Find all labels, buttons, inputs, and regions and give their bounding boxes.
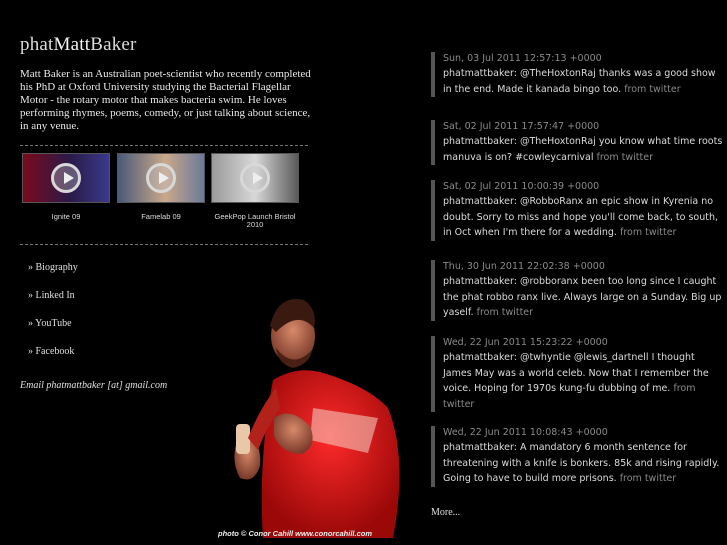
video-thumbnail[interactable] bbox=[117, 153, 205, 203]
tweet-date: Sat, 02 Jul 2011 17:57:47 +0000 bbox=[443, 121, 600, 132]
tweet-item bbox=[431, 260, 723, 321]
video-label[interactable]: Ignite 09 bbox=[51, 212, 81, 221]
tweet-date: Sun, 03 Jul 2011 12:57:13 +0000 bbox=[443, 53, 602, 64]
divider-top bbox=[20, 145, 308, 146]
nav-links bbox=[28, 262, 78, 374]
performer-photo bbox=[218, 288, 418, 538]
more-link[interactable]: More... bbox=[431, 507, 461, 518]
nav-item-facebook[interactable] bbox=[28, 346, 78, 374]
bio-text: Matt Baker is an Australian poet-scientist who recently completed his PhD at Oxford University studying the Bacterial Flagellar Motor - the rotary motor that makes bacteria swim. He loves performing rhymes, poems, comedy, or just talking about science, in any venue. bbox=[20, 68, 311, 132]
tweet-item bbox=[431, 52, 723, 97]
play-icon[interactable] bbox=[240, 163, 270, 193]
nav-item-youtube[interactable] bbox=[28, 318, 78, 346]
tweet-body bbox=[443, 440, 723, 487]
tweet-body bbox=[443, 350, 723, 412]
site-title-suffix: Baker bbox=[90, 34, 137, 55]
tweet-date: Sat, 02 Jul 2011 10:00:39 +0000 bbox=[443, 181, 600, 192]
tweet-body bbox=[443, 274, 723, 321]
tweet-source-link[interactable]: from twitter bbox=[619, 227, 677, 238]
nav-link-biography[interactable]: » Biography bbox=[28, 262, 78, 273]
video-item[interactable] bbox=[209, 153, 301, 229]
tweet-source-link[interactable]: from twitter bbox=[619, 473, 677, 484]
tweet-source-link[interactable]: from twitter bbox=[476, 307, 534, 318]
tweet-date: Wed, 22 Jun 2011 15:23:22 +0000 bbox=[443, 337, 608, 348]
nav-link-linkedin[interactable]: » Linked In bbox=[28, 290, 75, 301]
tweet-text: phatmattbaker: @RobboRanx an epic show in Kyrenia no doubt. Sorry to miss and hope you'll come back, to south, in Oct when I'm there for a wedding. bbox=[443, 196, 719, 238]
nav-link-facebook[interactable]: » Facebook bbox=[28, 346, 75, 357]
site-title-prefix: phat bbox=[20, 34, 54, 55]
site-title-main: Matt bbox=[53, 34, 91, 55]
tweet-body bbox=[443, 134, 723, 165]
contact-email: Email phatmattbaker [at] gmail.com bbox=[20, 380, 168, 391]
tweet-text: phatmattbaker: @TheHoxtonRaj thanks was a good show in the end. Made it kanada bingo too. bbox=[443, 68, 716, 95]
tweet-text: phatmattbaker: @robboranx been too long since I caught the phat robbo ranx live. Always large on a Sunday. Big up yaself. bbox=[443, 276, 722, 318]
tweet-text: phatmattbaker: A mandatory 6 month sentence for threatening with a knife is bonkers. 85k and rising rapidly. Going to have to build more prisons. bbox=[443, 442, 720, 484]
tweet-body bbox=[443, 194, 723, 241]
tweet-source-link[interactable]: from twitter bbox=[624, 83, 681, 95]
video-label[interactable]: Famelab 09 bbox=[141, 212, 181, 221]
nav-link-youtube[interactable]: » YouTube bbox=[28, 318, 72, 329]
site-title bbox=[20, 34, 137, 56]
tweet-date: Thu, 30 Jun 2011 22:02:38 +0000 bbox=[443, 261, 605, 272]
nav-item-linkedin[interactable] bbox=[28, 290, 78, 318]
tweet-text: phatmattbaker: @TheHoxtonRaj you know what time roots manuva is on? #cowleycarnival bbox=[443, 136, 723, 163]
video-label[interactable]: GeekPop Launch Bristol 2010 bbox=[214, 212, 296, 229]
tweet-item bbox=[431, 336, 723, 412]
play-icon[interactable] bbox=[146, 163, 176, 193]
nav-item-biography[interactable] bbox=[28, 262, 78, 290]
tweet-item bbox=[431, 120, 723, 165]
tweet-date: Wed, 22 Jun 2011 10:08:43 +0000 bbox=[443, 427, 608, 438]
tweet-item bbox=[431, 180, 723, 241]
play-icon[interactable] bbox=[51, 163, 81, 193]
tweet-source-link[interactable]: from twitter bbox=[596, 151, 653, 163]
tweet-body bbox=[443, 66, 723, 97]
video-item[interactable] bbox=[115, 153, 207, 221]
video-list bbox=[20, 153, 320, 243]
tweet-item bbox=[431, 426, 723, 487]
tweet-source-link[interactable]: from twitter bbox=[443, 383, 696, 410]
divider-bottom bbox=[20, 244, 308, 245]
video-item[interactable] bbox=[20, 153, 112, 221]
video-thumbnail[interactable] bbox=[211, 153, 299, 203]
photo-credit: photo © Conor Cahill www.conorcahill.com bbox=[218, 529, 373, 538]
video-thumbnail[interactable] bbox=[22, 153, 110, 203]
tweet-text: phatmattbaker: @twhyntie @lewis_dartnell I thought James May was a world celeb. Now that I remember the voice. Hoping for 1970s kung-fu dubbing of me. bbox=[443, 352, 709, 394]
